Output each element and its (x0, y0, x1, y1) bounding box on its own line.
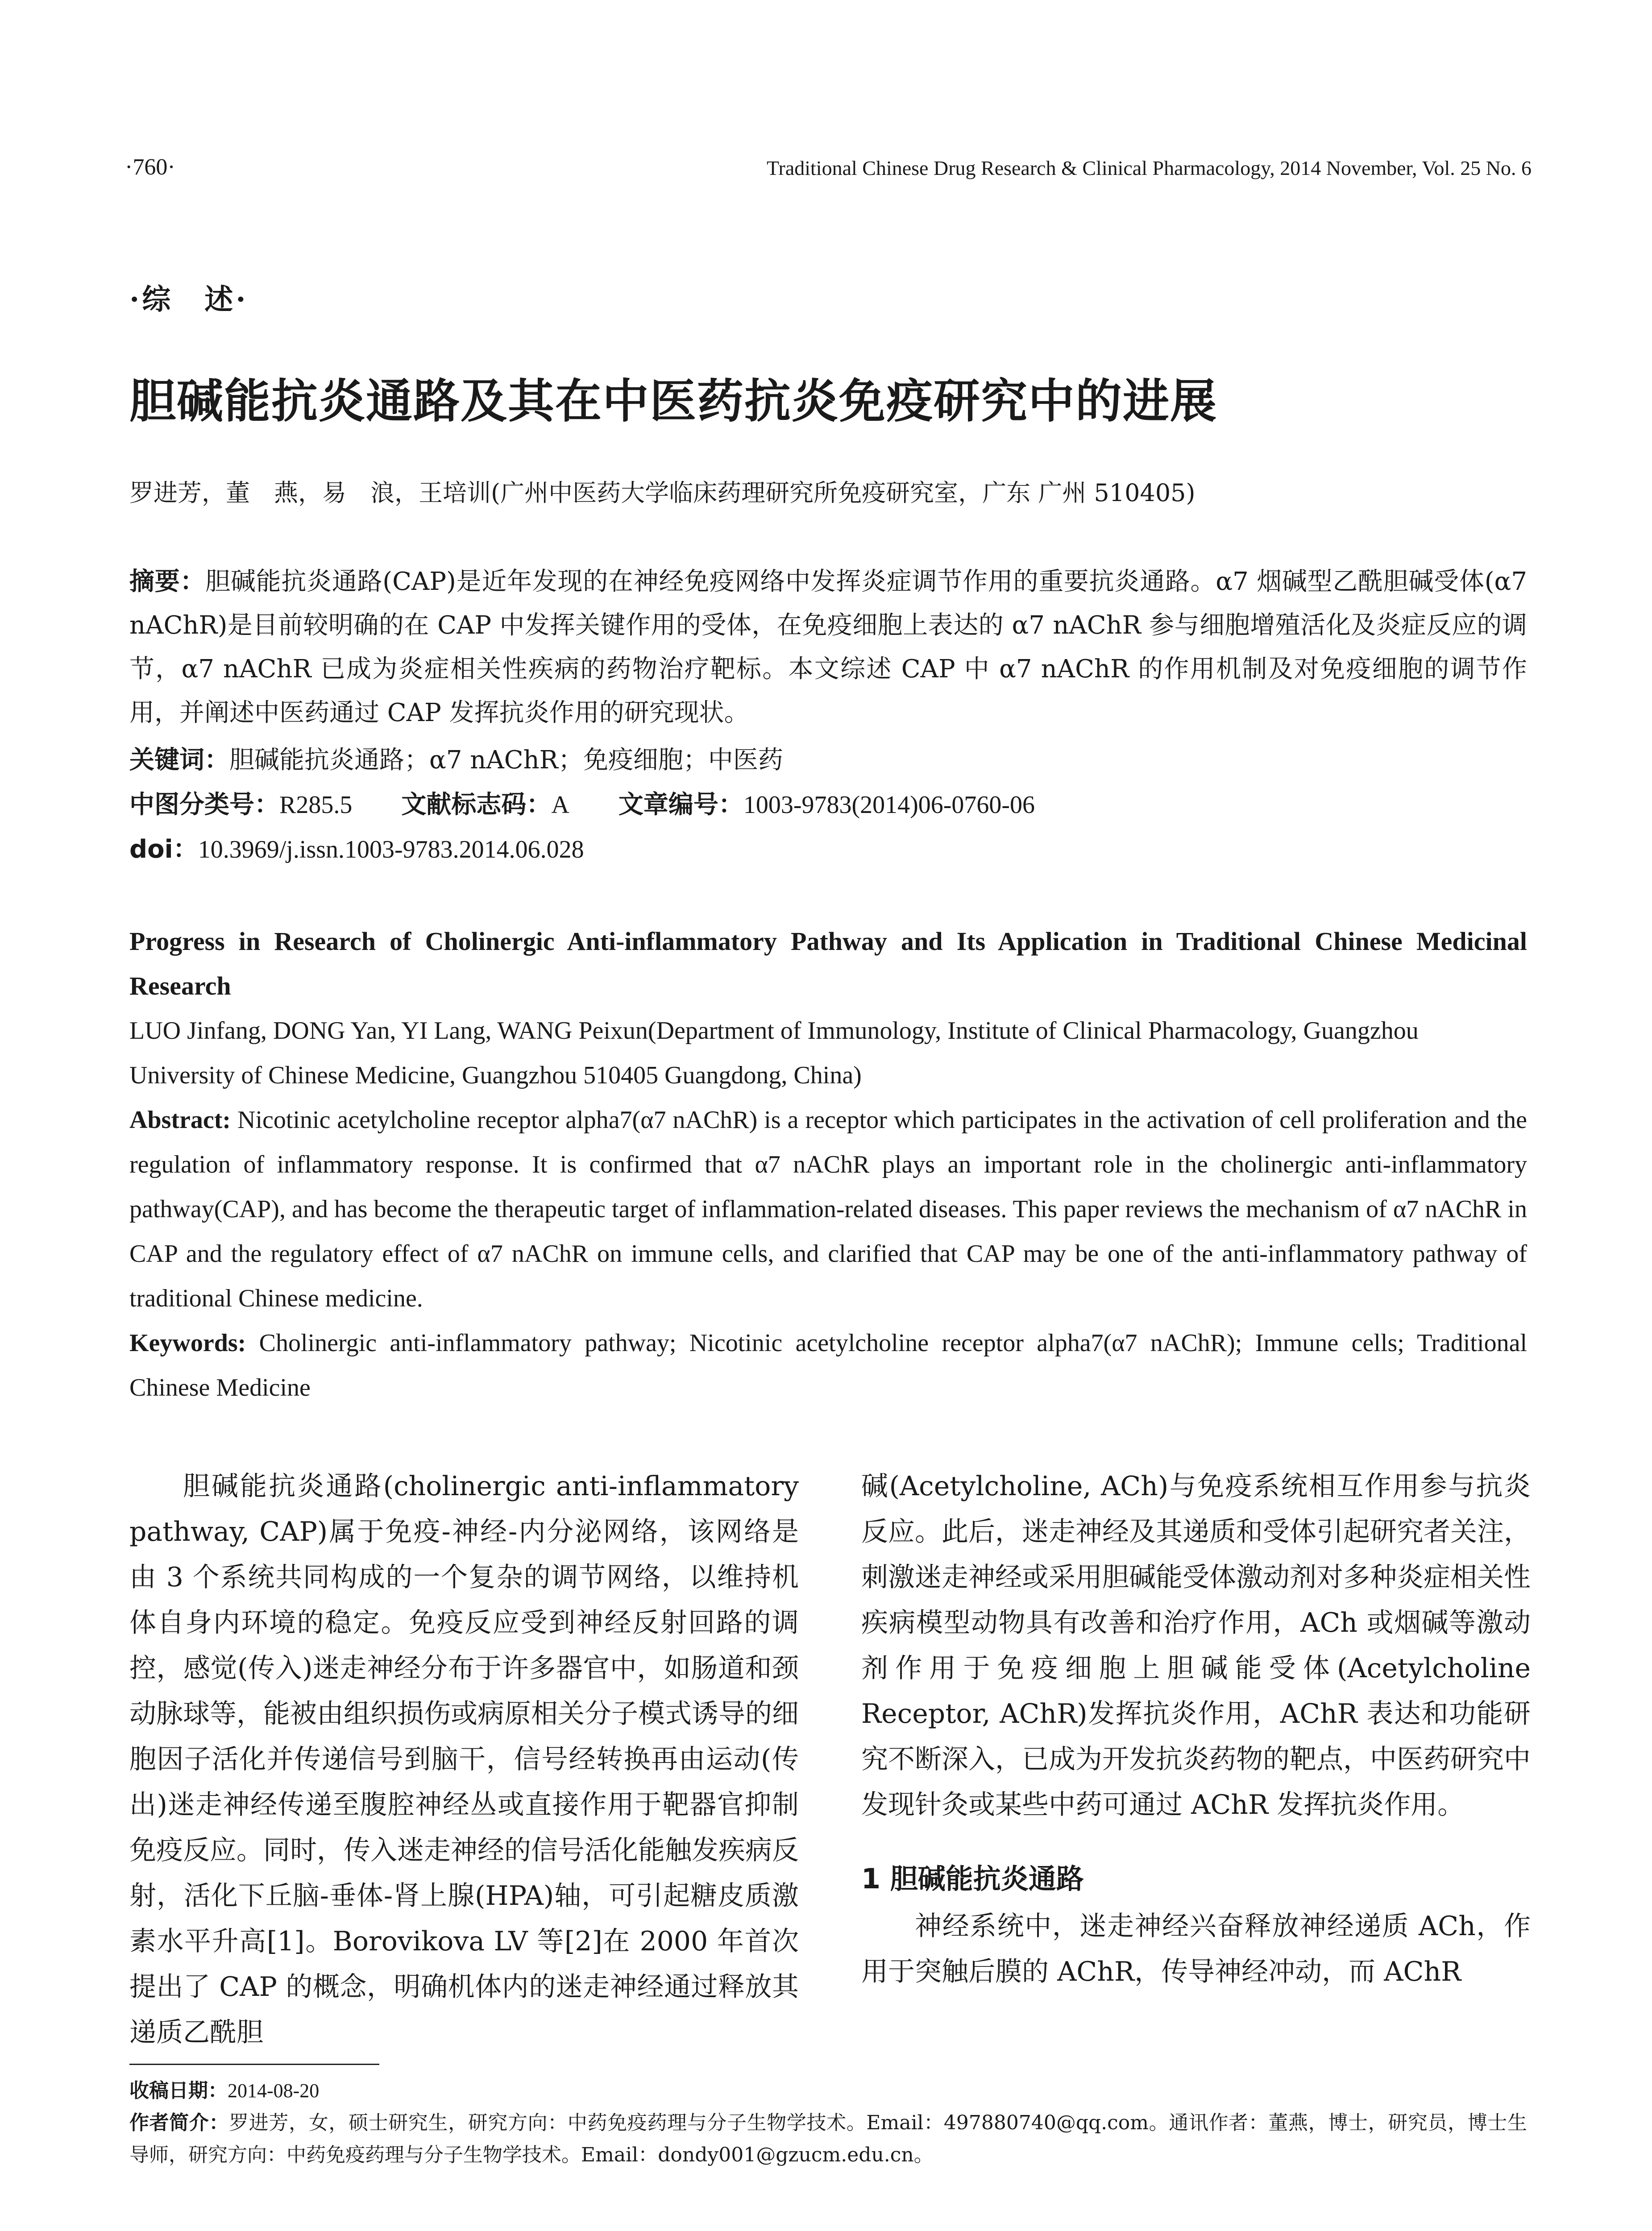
doc-code-label: 文献标志码： (401, 790, 552, 819)
keywords-cn-text: 胆碱能抗炎通路；α7 nAChR；免疫细胞；中医药 (229, 746, 783, 775)
page-title: 胆碱能抗炎通路及其在中医药抗炎免疫研究中的进展 (129, 374, 1218, 428)
clc-label: 中图分类号： (129, 790, 279, 819)
doi-value: 10.3969/j.issn.1003-9783.2014.06.028 (198, 836, 584, 863)
classification-row (129, 783, 1527, 827)
english-title: Progress in Research of Cholinergic Anti-inflammatory Pathway and Its Application in Traditional Chinese Medicinal Research (129, 927, 1527, 1000)
body-left-column: 胆碱能抗炎通路(cholinergic anti-inflammatory pathway, CAP)属于免疫-神经-内分泌网络，该网络是由 3 个系统共同构成的一个复杂的调节网络，以维持机体自身内环境的稳定。免疫反应受到神经反射回路的调控，感觉(传入)迷走神经分布于许多器官中，如肠道和颈动脉球等，能被由组织损伤或病原相关分子模式诱导的细胞因子活化并传递信号到脑干，信号经转换再由运动(传出)迷走神经传递至腹腔神经丛或直接作用于靶器官抑制免疫反应。同时，传入迷走神经的信号活化能触发疾病反射，活化下丘脑-垂体-肾上腺(HPA)轴，可引起糖皮质激素水平升高[1]。Borovikova LV 等[2]在 2000 年首次提出了 CAP 的概念，明确机体内的迷走神经通过释放其递质乙酰胆 (129, 1471, 799, 2048)
authors-cn: 罗进芳，董 燕，易 浪，王培训(广州中医药大学临床药理研究所免疫研究室，广东 广州 510405) (129, 479, 1195, 507)
page-number: ·760· (125, 154, 175, 180)
clc-value: R285.5 (279, 791, 353, 819)
running-head: Traditional Chinese Drug Research & Clinical Pharmacology, 2014 November, Vol. 25 No. 6 (767, 157, 1532, 179)
body-right-column (861, 1464, 1531, 1995)
keywords-cn-label: 关键词： (129, 746, 229, 775)
keywords-en-text: Cholinergic anti-inflammatory pathway; Nicotinic acetylcholine receptor alpha7(α7 nAChR); Immune cells; Traditional Chinese Medicine (129, 1329, 1527, 1402)
abstract-cn-text: 胆碱能抗炎通路(CAP)是近年发现的在神经免疫网络中发挥炎症调节作用的重要抗炎通路。α7 烟碱型乙酰胆碱受体(α7 nAChR)是目前较明确的在 CAP 中发挥关键作用的受体，在免疫细胞上表达的 α7 nAChR 参与细胞增殖活化及炎症反应的调节，α7 nAChR 已成为炎症相关性疾病的药物治疗靶标。本文综述 CAP 中 α7 nAChR 的作用机制及对免疫细胞的调节作用，并阐述中医药通过 CAP 发挥抗炎作用的研究现状。 (129, 567, 1527, 727)
article-number-value: 1003-9783(2014)06-0760-06 (743, 791, 1035, 819)
keywords-en-label: Keywords: (129, 1329, 246, 1357)
section-tag: ·综 述· (129, 283, 249, 316)
authors-en: LUO Jinfang, DONG Yan, YI Lang, WANG Peixun(Department of Immunology, Institute of Clinical Pharmacology, Guangzhou University of Chinese Medicine, Guangzhou 510405 Guangdong, China) (129, 1017, 1419, 1089)
footnote-divider (129, 2064, 379, 2065)
body-paragraph: 神经系统中，迷走神经兴奋释放神经递质 ACh，作用于突触后膜的 AChR，传导神经冲动，而 AChR (861, 1911, 1531, 1987)
doi-row (129, 828, 1527, 871)
abstract-cn (129, 560, 1527, 735)
section-heading: 1 胆碱能抗炎通路 (861, 1862, 1084, 1895)
received-date: 收稿日期：2014-08-20 (129, 2079, 320, 2102)
doc-code-value: A (551, 791, 569, 819)
author-bio: 作者简介：罗进芳，女，硕士研究生，研究方向：中药免疫药理与分子生物学技术。Email：497880740@qq.com。通讯作者：董燕，博士，研究员，博士生导师，研究方向：中药免疫药理与分子生物学技术。Email：dondy001@gzucm.edu.cn。 (129, 2111, 1527, 2166)
footnotes (129, 2075, 1527, 2171)
abstract-en-text: Nicotinic acetylcholine receptor alpha7(α7 nAChR) is a receptor which participates in the activation of cell proliferation and the regulation of inflammatory response. It is confirmed that α7 nAChR plays an important role in the cholinergic anti-inflammatory pathway(CAP), and has become the therapeutic target of inflammation-related diseases. This paper reviews the mechanism of α7 nAChR in CAP and the regulatory effect of α7 nAChR on immune cells, and clarified that CAP may be one of the anti-inflammatory pathway of traditional Chinese medicine. (129, 1106, 1527, 1312)
body-paragraph: 碱(Acetylcholine, ACh)与免疫系统相互作用参与抗炎反应。此后，迷走神经及其递质和受体引起研究者关注，刺激迷走神经或采用胆碱能受体激动剂对多种炎症相关性疾病模型动物具有改善和治疗作用，ACh 或烟碱等激动剂作用于免疫细胞上胆碱能受体(Acetylcholine Receptor, AChR)发挥抗炎作用，AChR 表达和功能研究不断深入，已成为开发抗炎药物的靶点，中医药研究中发现针灸或某些中药可通过 AChR 发挥抗炎作用。 (861, 1471, 1531, 1820)
abstract-en-label: Abstract: (129, 1106, 231, 1134)
doi-label: doi： (129, 835, 198, 864)
abstract-cn-label: 摘要： (129, 567, 206, 596)
article-number-label: 文章编号： (618, 790, 743, 819)
abstract-en (129, 1098, 1527, 1321)
keywords-en (129, 1321, 1527, 1410)
keywords-cn (129, 738, 1527, 782)
